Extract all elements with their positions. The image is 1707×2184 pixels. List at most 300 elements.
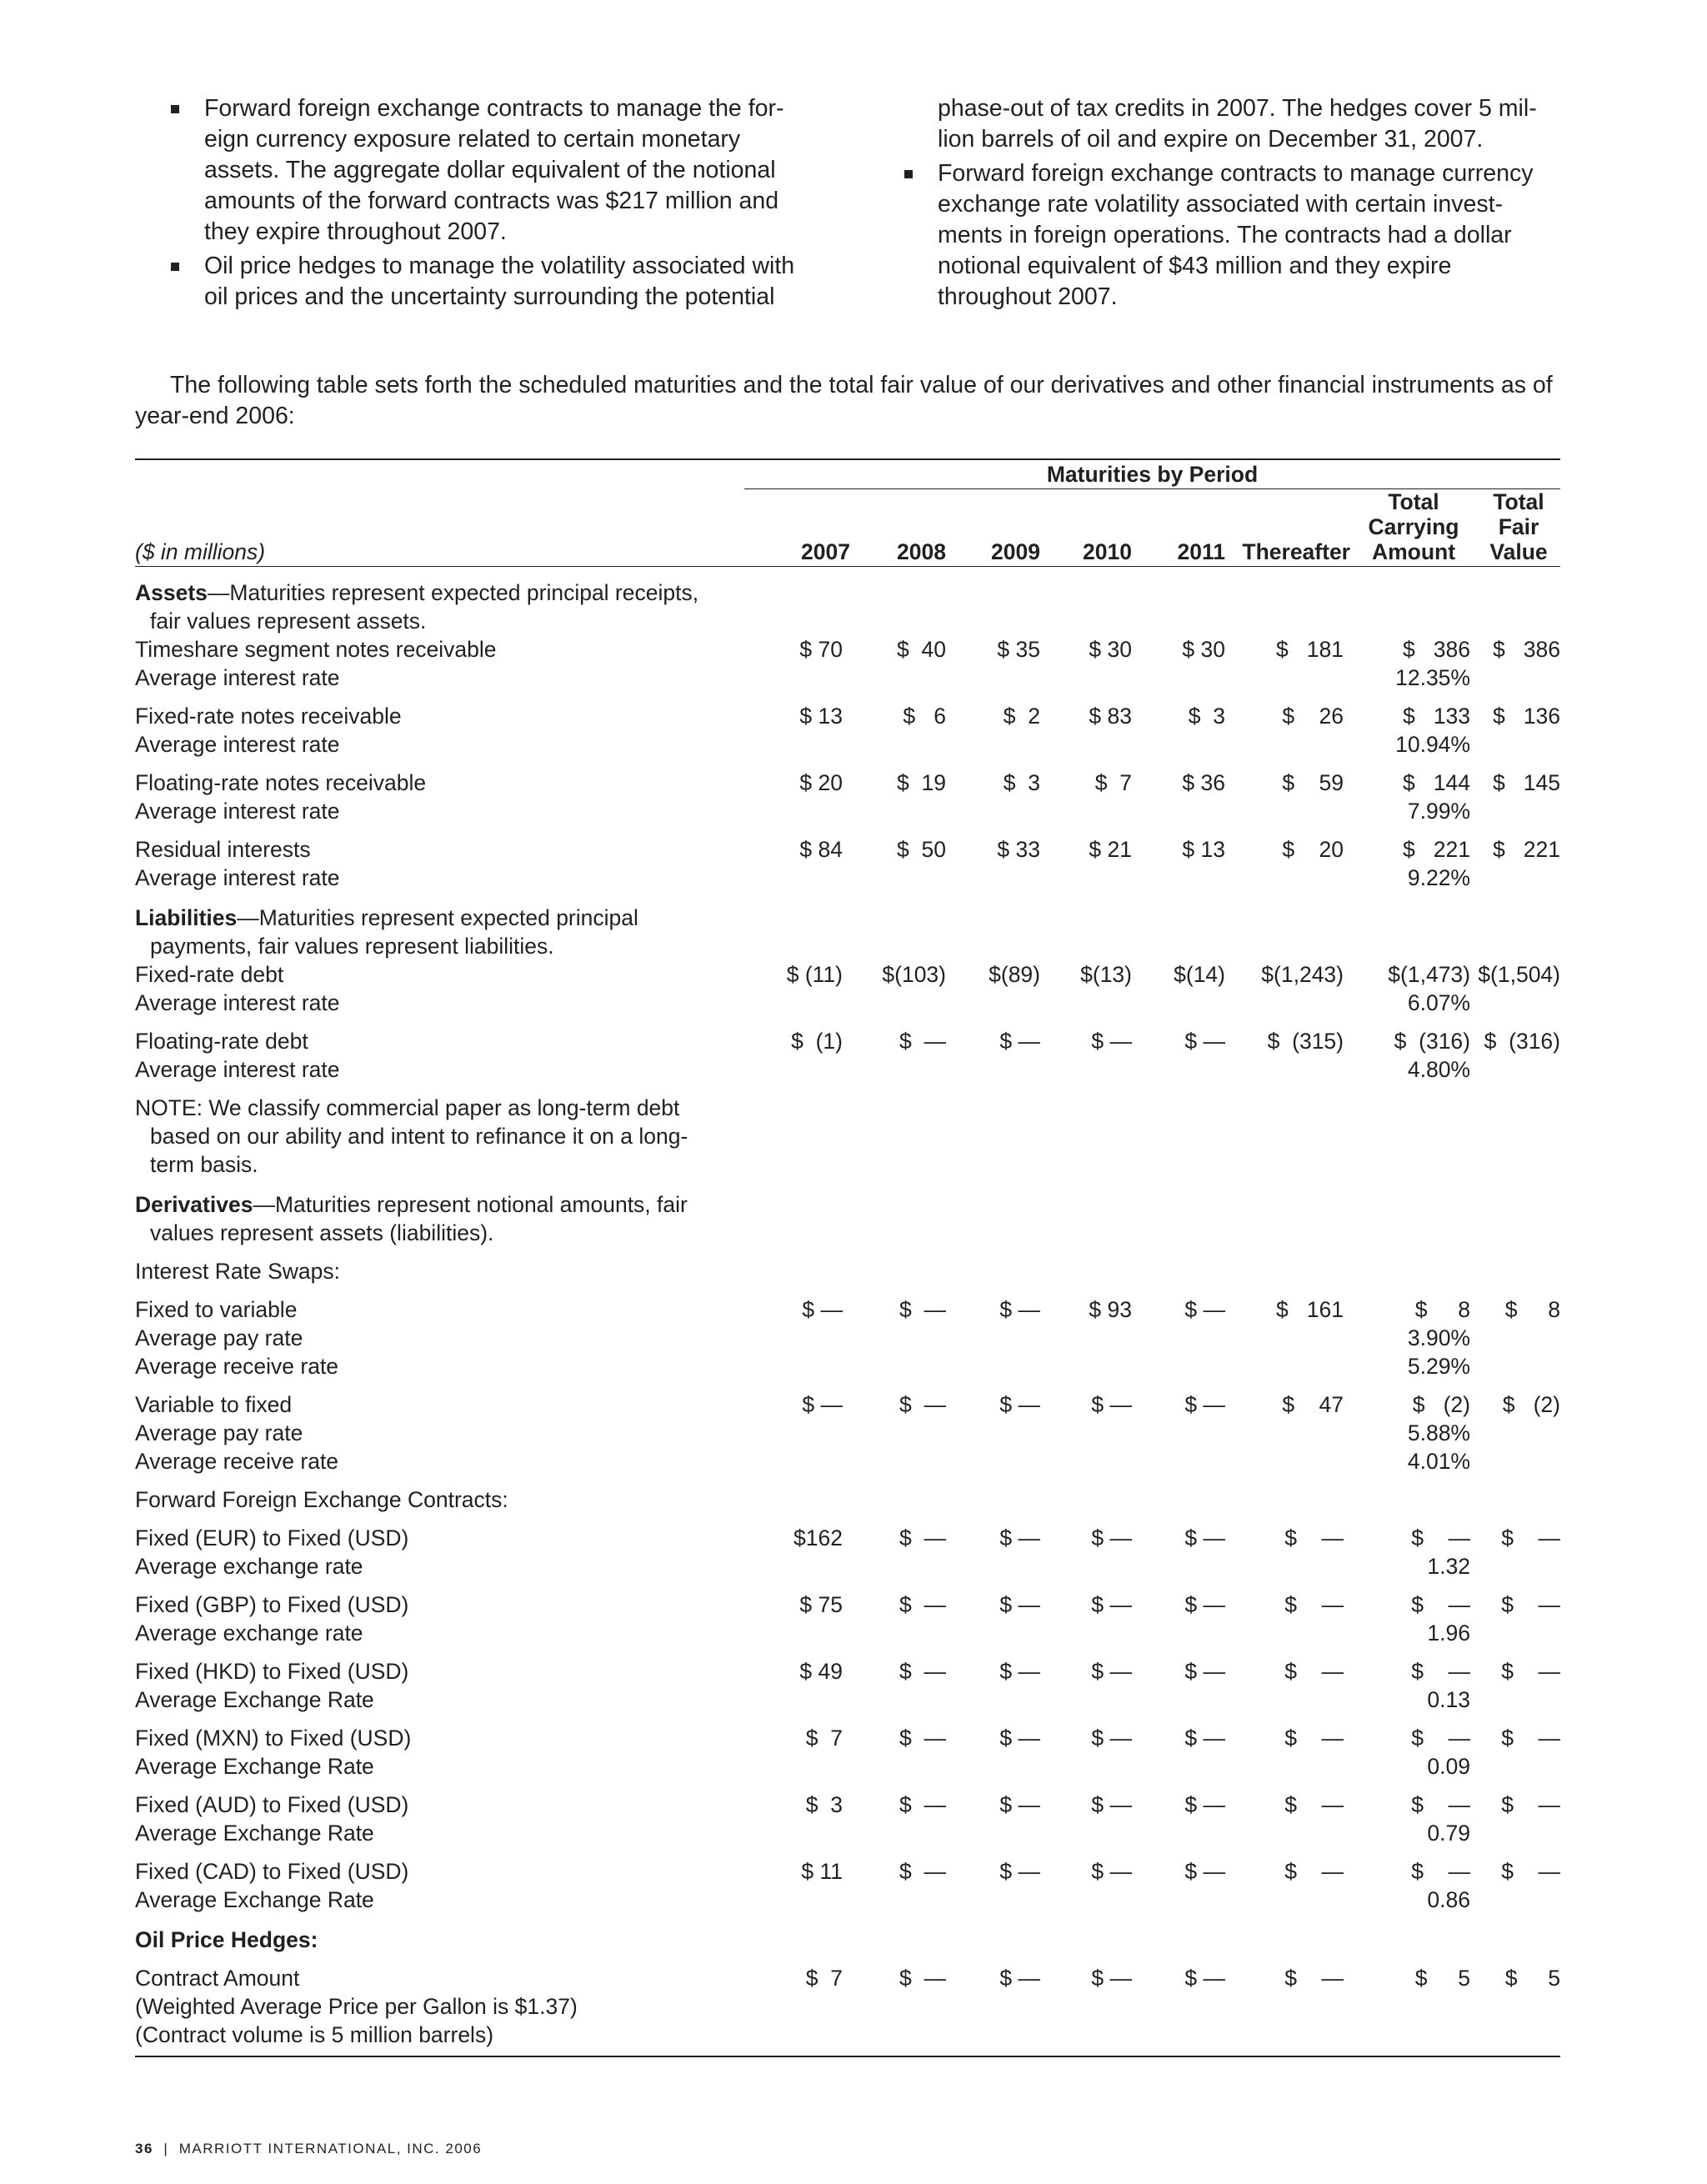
sub-row [135, 1819, 1560, 1847]
sub-row [135, 1352, 1560, 1380]
maturities-by-period-header: Maturities by Period [744, 460, 1560, 489]
value-cell: $ — [1091, 1859, 1132, 1884]
sub-row [135, 1055, 1560, 1084]
value-cell: $ — [1184, 1525, 1225, 1550]
empty-cell [1040, 864, 1132, 892]
section-header [135, 567, 1560, 636]
section-header [135, 892, 1560, 960]
value-cell: $ — [999, 1859, 1040, 1884]
value-cell: $ 36 [1182, 770, 1225, 795]
value-cell: $ (316) [1394, 1029, 1470, 1054]
empty-cell [744, 1324, 850, 1352]
sub-label: Average Exchange Rate [135, 1887, 374, 1912]
empty-cell [1040, 1619, 1132, 1647]
rate-cell: 4.80% [1407, 1057, 1470, 1082]
col-header-total-fair-value: Total Fair Value [1477, 489, 1560, 567]
sub-row [135, 730, 1560, 759]
row-label: (Weighted Average Price per Gallon is $1.37) [135, 1994, 578, 2019]
empty-cell [1040, 1055, 1132, 1084]
value-cell: $ — [1184, 1659, 1225, 1684]
value-cell: $ (11) [786, 962, 843, 987]
value-cell: $ 221 [1492, 837, 1560, 862]
empty-cell [744, 989, 850, 1017]
bullet-column-right [900, 93, 1542, 316]
empty-cell [1477, 797, 1560, 825]
empty-cell [946, 664, 1040, 692]
rule [135, 2049, 1560, 2056]
empty-cell [1040, 1752, 1132, 1781]
value-cell: $ 5 [1504, 1966, 1560, 1991]
oil-section-title [135, 1914, 1560, 1954]
empty-cell [1225, 1686, 1350, 1714]
oil-note-row [135, 2021, 1560, 2049]
empty-cell [1132, 797, 1225, 825]
row-label: Fixed (CAD) to Fixed (USD) [135, 1859, 409, 1884]
empty-cell [946, 1886, 1040, 1914]
bullet-item [167, 251, 808, 313]
empty-cell [1225, 1619, 1350, 1647]
empty-cell [1132, 1352, 1225, 1380]
value-cell: $ 145 [1492, 770, 1560, 795]
empty-cell [1477, 1886, 1560, 1914]
value-cell: $(13) [1080, 962, 1132, 987]
value-cell: $(14) [1174, 962, 1225, 987]
empty-cell [1132, 1552, 1225, 1580]
fx-row [135, 1781, 1560, 1819]
value-cell: $ 83 [1089, 704, 1132, 729]
value-cell: $ — [899, 1792, 946, 1817]
rate-cell: 5.29% [1407, 1354, 1470, 1379]
row-label: Fixed (HKD) to Fixed (USD) [135, 1659, 409, 1684]
value-cell: $ 30 [1089, 637, 1132, 662]
value-cell: $ — [1501, 1592, 1560, 1617]
col-header-2007: 2007 [744, 489, 850, 567]
empty-cell [1477, 1619, 1560, 1647]
empty-cell [1132, 1324, 1225, 1352]
empty-cell [1225, 1886, 1350, 1914]
rate-cell: 0.86 [1427, 1887, 1470, 1912]
value-cell: $ — [1091, 1525, 1132, 1550]
sub-label: Average exchange rate [135, 1620, 363, 1646]
empty-cell [1040, 1686, 1132, 1714]
empty-cell [1225, 1352, 1350, 1380]
value-cell: $ 161 [1275, 1297, 1344, 1322]
row-label: Fixed to variable [135, 1297, 298, 1322]
value-cell: $ — [1501, 1525, 1560, 1550]
value-cell: $ — [1284, 1659, 1344, 1684]
row-label: Fixed (MXN) to Fixed (USD) [135, 1726, 412, 1751]
value-cell: $ 20 [1282, 837, 1344, 862]
value-cell: $ — [1411, 1792, 1470, 1817]
sub-row [135, 1419, 1560, 1447]
value-cell: $ — [999, 1966, 1040, 1991]
table-intro: The following table sets forth the scheduled maturities and the total fair value of our derivatives and other financial instruments as of year-end 2006: [135, 372, 1553, 429]
empty-cell [946, 1419, 1040, 1447]
row-label: Floating-rate debt [135, 1029, 308, 1054]
value-cell: $ 26 [1282, 704, 1344, 729]
sub-label: Average receive rate [135, 1354, 339, 1379]
note-text [135, 1084, 1560, 1179]
sub-label: Average Exchange Rate [135, 1754, 374, 1779]
value-cell: $ — [1411, 1525, 1470, 1550]
row-label: Residual interests [135, 837, 311, 862]
value-cell: $ 5 [1414, 1966, 1470, 1991]
empty-cell [1477, 1324, 1560, 1352]
empty-cell [1040, 1352, 1132, 1380]
empty-cell [744, 1686, 850, 1714]
fx-row [135, 1514, 1560, 1552]
row-label: Fixed (AUD) to Fixed (USD) [135, 1792, 409, 1817]
section-header [135, 1179, 1560, 1247]
bottom-rule [135, 2049, 1560, 2056]
empty-cell [1477, 1352, 1560, 1380]
page-footer [135, 2141, 482, 2157]
rate-cell: 1.96 [1427, 1620, 1470, 1646]
empty-cell [946, 1686, 1040, 1714]
fx-row [135, 1647, 1560, 1686]
value-cell: $ 2 [1003, 704, 1040, 729]
rate-cell: 3.90% [1407, 1325, 1470, 1350]
fx-row [135, 1580, 1560, 1619]
section-description: —Maturities represent expected principal payments, fair values represent liabilities. [150, 905, 638, 959]
empty-cell [850, 1752, 946, 1781]
empty-cell [1225, 1324, 1350, 1352]
bullet-item [900, 158, 1542, 313]
value-cell: $(1,473) [1388, 962, 1470, 987]
asset-row [135, 692, 1560, 730]
sub-label: Average Exchange Rate [135, 1687, 374, 1712]
empty-cell [1477, 1552, 1560, 1580]
value-cell: $ 181 [1275, 637, 1344, 662]
empty-cell [744, 1619, 850, 1647]
rate-cell: 4.01% [1407, 1449, 1470, 1474]
row-label: Fixed (EUR) to Fixed (USD) [135, 1525, 409, 1550]
value-cell: $ — [899, 1659, 946, 1684]
sub-row [135, 1447, 1560, 1475]
value-cell: $ 3 [1188, 704, 1225, 729]
value-cell: $ — [999, 1392, 1040, 1417]
value-cell: $ — [1184, 1726, 1225, 1751]
rate-cell: 10.94% [1395, 732, 1470, 757]
empty-cell [850, 1619, 946, 1647]
empty-cell [850, 1055, 946, 1084]
value-cell: $ — [999, 1726, 1040, 1751]
value-cell: $ 8 [1414, 1297, 1470, 1322]
sub-row [135, 864, 1560, 892]
value-cell: $ — [1091, 1392, 1132, 1417]
value-cell: $ 144 [1402, 770, 1470, 795]
value-cell: $ — [1184, 1029, 1225, 1054]
section-description: —Maturities represent notional amounts, fair values represent assets (liabilities). [150, 1192, 688, 1245]
value-cell: $ (316) [1484, 1029, 1560, 1054]
sub-label: Average Exchange Rate [135, 1821, 374, 1846]
value-cell: $(103) [882, 962, 946, 987]
empty-cell [1040, 1552, 1132, 1580]
value-cell: $ 7 [805, 1726, 843, 1751]
row-label: Floating-rate notes receivable [135, 770, 427, 795]
empty-cell [744, 1055, 850, 1084]
value-cell: $ — [1184, 1392, 1225, 1417]
empty-cell [850, 1352, 946, 1380]
value-cell: $ 30 [1182, 637, 1225, 662]
value-cell: $ — [1501, 1859, 1560, 1884]
value-cell: $ — [899, 1525, 946, 1550]
value-cell: $ — [899, 1297, 946, 1322]
section-description: —Maturities represent expected principal receipts, fair values represent assets. [150, 580, 699, 634]
value-cell: $(1,504) [1478, 962, 1560, 987]
empty-cell [1225, 1447, 1350, 1475]
value-cell: $ 386 [1492, 637, 1560, 662]
empty-cell [744, 1886, 850, 1914]
units-label: ($ in millions) [135, 489, 744, 567]
empty-cell [946, 1552, 1040, 1580]
swap-row [135, 1285, 1560, 1324]
value-cell: $ — [899, 1726, 946, 1751]
empty-cell [1132, 1686, 1225, 1714]
value-cell: $ — [1284, 1726, 1344, 1751]
empty-cell [850, 1819, 946, 1847]
value-cell: $ 6 [903, 704, 946, 729]
sub-row [135, 1686, 1560, 1714]
empty-cell [1040, 1886, 1132, 1914]
bullet-text: Oil price hedges to manage the volatility associated with oil prices and the uncertainty surrounding the potential [204, 253, 795, 310]
empty-cell [1225, 1752, 1350, 1781]
row-label: Fixed-rate debt [135, 962, 284, 987]
empty-cell [1132, 864, 1225, 892]
empty-cell [744, 1352, 850, 1380]
empty-cell [946, 1324, 1040, 1352]
value-cell: $ — [1411, 1592, 1470, 1617]
value-cell: $ 75 [799, 1592, 843, 1617]
section-title: Liabilities [135, 905, 238, 930]
swap-row [135, 1380, 1560, 1419]
value-cell: $ 70 [799, 637, 843, 662]
empty-cell [1040, 1819, 1132, 1847]
sub-row [135, 1552, 1560, 1580]
empty-cell [1132, 730, 1225, 759]
value-cell: $ — [1091, 1966, 1132, 1991]
value-cell: $ 40 [897, 637, 946, 662]
value-cell: $ — [899, 1029, 946, 1054]
rate-cell: 5.88% [1407, 1420, 1470, 1445]
empty-cell [1132, 1055, 1225, 1084]
empty-cell [1477, 1447, 1560, 1475]
empty-cell [1132, 1819, 1225, 1847]
row-label: Timeshare segment notes receivable [135, 637, 497, 662]
value-cell: $ 386 [1402, 637, 1470, 662]
value-cell: $ 35 [997, 637, 1040, 662]
section-header-row [135, 892, 1560, 960]
empty-cell [850, 989, 946, 1017]
asset-row [135, 825, 1560, 864]
fx-row [135, 1714, 1560, 1752]
empty-cell [744, 1752, 850, 1781]
empty-cell [1225, 797, 1350, 825]
empty-cell [850, 864, 946, 892]
sub-row [135, 989, 1560, 1017]
empty-cell [1040, 1419, 1132, 1447]
empty-cell [850, 1886, 946, 1914]
row-label: Fixed-rate notes receivable [135, 704, 402, 729]
value-cell: $ 84 [799, 837, 843, 862]
value-cell: $ — [1091, 1659, 1132, 1684]
empty-cell [744, 664, 850, 692]
value-cell: $ — [999, 1029, 1040, 1054]
empty-cell [744, 1419, 850, 1447]
empty-cell [1132, 664, 1225, 692]
rate-cell: 9.22% [1407, 865, 1470, 890]
column-header-row [135, 489, 1560, 567]
value-cell: $ 49 [799, 1659, 843, 1684]
section-header-row [135, 1179, 1560, 1247]
liability-row [135, 960, 1560, 989]
empty-cell [1040, 797, 1132, 825]
empty-cell [1477, 1419, 1560, 1447]
empty-cell [1225, 1552, 1350, 1580]
section-header-row [135, 567, 1560, 636]
sub-label: Average interest rate [135, 1057, 340, 1082]
empty-cell [946, 864, 1040, 892]
col-header-2011: 2011 [1132, 489, 1225, 567]
value-cell: $ — [1411, 1859, 1470, 1884]
liability-row [135, 1017, 1560, 1055]
value-cell: $ — [802, 1392, 843, 1417]
empty-cell [946, 1447, 1040, 1475]
empty-cell [946, 797, 1040, 825]
value-cell: $ — [999, 1297, 1040, 1322]
value-cell: $162 [793, 1525, 843, 1550]
note-text: NOTE: We classify commercial paper as long-term debt based on our ability and intent to refinance it on a long-term basis. [135, 1095, 688, 1177]
empty-cell [1225, 989, 1350, 1017]
sub-label: Average exchange rate [135, 1554, 363, 1579]
empty-cell [850, 1419, 946, 1447]
page-number: 36 [135, 2141, 153, 2156]
value-cell: $ — [1501, 1792, 1560, 1817]
value-cell: $ 93 [1089, 1297, 1132, 1322]
value-cell: $ — [1091, 1029, 1132, 1054]
bullet-continuation: phase-out of tax credits in 2007. The hedges cover 5 mil-lion barrels of oil and expire on December 31, 2007. [938, 95, 1537, 153]
value-cell: $ — [999, 1525, 1040, 1550]
empty-cell [1477, 1819, 1560, 1847]
empty-cell [946, 1619, 1040, 1647]
sub-label: Average receive rate [135, 1449, 339, 1474]
value-cell: $ — [802, 1297, 843, 1322]
sub-label: Average pay rate [135, 1420, 303, 1445]
row-label: Fixed (GBP) to Fixed (USD) [135, 1592, 409, 1617]
value-cell: $ — [999, 1659, 1040, 1684]
bullet-text: Forward foreign exchange contracts to manage the for-eign currency exposure related to certain monetary assets. The aggregate dollar equivalent of the notional amounts of the forward contracts was $217 million and they expire throughout 2007. [204, 95, 784, 245]
bullet-text: Forward foreign exchange contracts to manage currency exchange rate volatility associated with certain invest-ments in foreign operations. The contracts had a dollar notional equivalent of $43 million and they expire throughout 2007. [938, 160, 1534, 310]
sub-label: Average interest rate [135, 799, 340, 824]
subsection-label [135, 1475, 1560, 1514]
value-cell: $ 13 [799, 704, 843, 729]
value-cell: $ 50 [897, 837, 946, 862]
sub-row [135, 1886, 1560, 1914]
row-label: Contract Amount [135, 1966, 300, 1991]
col-header-total-carrying-amount: Total Carrying Amount [1350, 489, 1477, 567]
empty-cell [850, 730, 946, 759]
value-cell: $ 221 [1402, 837, 1470, 862]
value-cell: $ — [1501, 1659, 1560, 1684]
empty-cell [744, 730, 850, 759]
empty-cell [1477, 730, 1560, 759]
empty-cell [1477, 864, 1560, 892]
empty-cell [946, 989, 1040, 1017]
empty-cell [1040, 1324, 1132, 1352]
col-header-2008: 2008 [850, 489, 946, 567]
empty-cell [1225, 864, 1350, 892]
square-bullet-icon [171, 105, 179, 113]
empty-cell [1132, 1619, 1225, 1647]
value-cell: $ 3 [1003, 770, 1040, 795]
empty-cell [1477, 1752, 1560, 1781]
sub-row [135, 1324, 1560, 1352]
value-cell: $ — [1184, 1297, 1225, 1322]
empty-cell [1132, 1447, 1225, 1475]
oil-row [135, 1954, 1560, 1992]
rate-cell: 12.35% [1395, 665, 1470, 690]
empty-cell [1225, 730, 1350, 759]
sub-label: Average interest rate [135, 732, 340, 757]
value-cell: $ 20 [799, 770, 843, 795]
empty-cell [1040, 989, 1132, 1017]
value-cell: $(1,243) [1261, 962, 1344, 987]
rate-cell: 0.13 [1427, 1687, 1470, 1712]
asset-row [135, 759, 1560, 797]
value-cell: $ — [899, 1592, 946, 1617]
value-cell: $ 59 [1282, 770, 1344, 795]
value-cell: $ (2) [1412, 1392, 1470, 1417]
value-cell: $ 33 [997, 837, 1040, 862]
subsection-label [135, 1247, 1560, 1285]
value-cell: $ — [1284, 1966, 1344, 1991]
value-cell: $ — [899, 1966, 946, 1991]
section-title: Derivatives [135, 1192, 253, 1217]
col-header-2010: 2010 [1040, 489, 1132, 567]
value-cell: $ — [1284, 1592, 1344, 1617]
empty-cell [1132, 989, 1225, 1017]
empty-cell [1477, 1686, 1560, 1714]
row-label: Interest Rate Swaps: [135, 1259, 340, 1284]
section-title: Assets [135, 580, 208, 605]
sub-row [135, 797, 1560, 825]
empty-cell [946, 730, 1040, 759]
value-cell: $ — [1091, 1726, 1132, 1751]
empty-cell [1225, 664, 1350, 692]
value-cell: $ — [1411, 1659, 1470, 1684]
empty-cell [744, 1819, 850, 1847]
empty-cell [850, 1447, 946, 1475]
empty-cell [1132, 1419, 1225, 1447]
bullet-item [167, 93, 808, 248]
empty-cell [744, 864, 850, 892]
sub-row [135, 1619, 1560, 1647]
rate-cell: 0.79 [1427, 1821, 1470, 1846]
value-cell: $ 133 [1402, 704, 1470, 729]
value-cell: $ — [1411, 1726, 1470, 1751]
empty-cell [1132, 1752, 1225, 1781]
row-label: Forward Foreign Exchange Contracts: [135, 1487, 508, 1512]
value-cell: $ 3 [805, 1792, 843, 1817]
empty-cell [744, 797, 850, 825]
square-bullet-icon [904, 170, 913, 178]
row-label: (Contract volume is 5 million barrels) [135, 2022, 494, 2047]
value-cell: $ — [1501, 1726, 1560, 1751]
value-cell: $ 136 [1492, 704, 1560, 729]
value-cell: $ 8 [1504, 1297, 1560, 1322]
empty-cell [946, 1752, 1040, 1781]
sub-row [135, 1752, 1560, 1781]
